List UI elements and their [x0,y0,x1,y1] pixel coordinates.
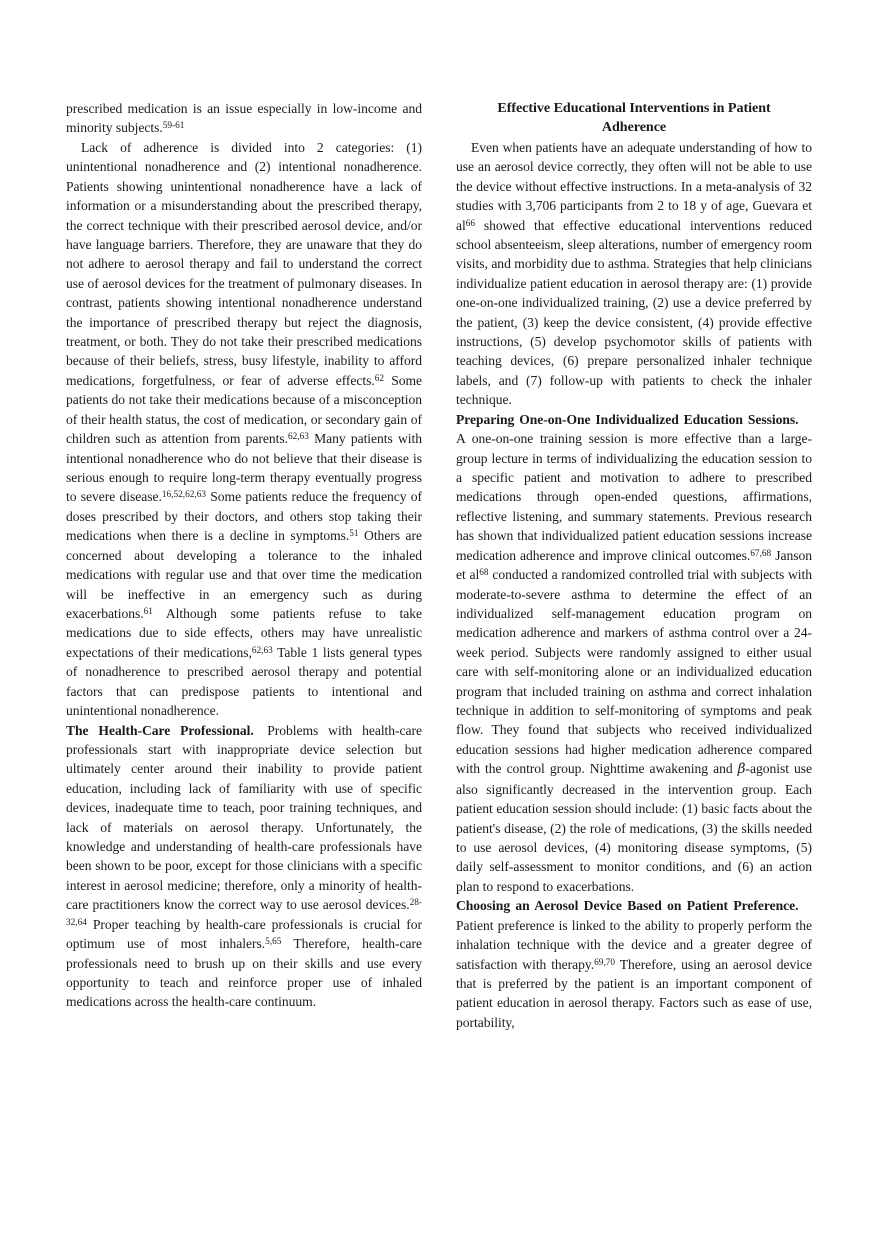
paragraph-text-run: Although some patients refuse to take medications due to side effects, others may have unrealistic expectations of their medications, [66,605,422,660]
reference-superscript: 66 [465,218,476,229]
paragraph-text-run: Table 1 lists general types of nonadherence to prescribed aerosol therapy and potential factors that can predispose patients to intentional and unintentional nonadherence. [66,644,423,719]
paragraph-even-when-patients [456,138,812,410]
two-column-text-body [66,99,812,1032]
reference-superscript: 62,63 [251,645,273,656]
paragraph-choosing-aerosol-device [456,896,812,1032]
paragraph-text-run: Patient preference is linked to the ability to properly perform the inhalation technique with the device and a greater degree of satisfaction with therapy. [456,917,812,972]
left-text-column [66,99,422,1032]
paragraph-preparing-one-on-one-sessions [456,410,812,897]
paragraph-text-run: conducted a randomized controlled trial with subjects with moderate-to-severe asthma to determine the effect of an individualized self-management education program on medication adherence and markers of asthma control over a 24-week period. Subjects were randomly assigned to either usual care with self-monitoring alone or an individualized education program that included training on asthma and correct inhalation technique in addition to self-monitoring of symptoms and peak flow. They found that subjects who received individualized education sessions had higher medication adherence compared with the control group. Nighttime awakening and [456,567,812,777]
reference-superscript: 59-61 [162,121,185,132]
paragraph-text-run: Therefore, using an aerosol device that is preferred by the patient is an important component of patient education in aerosol therapy. Factors such as ease of use, portability, [456,956,813,1030]
paragraph-text-run: Therefore, health-care professionals need to brush up on their skills and use every opportunity to teach and reinforce proper use of inhaled medications across the health-care continuum. [66,936,422,1010]
reference-superscript: 61 [143,607,153,618]
beta-symbol: β [737,761,746,778]
paragraph-text: prescribed medication is an issue especially in low-income and minority subjects. [66,101,422,136]
run-in-heading: The Health-Care Professional. [66,722,254,738]
run-in-heading: Preparing One-on-One Individualized Education Sessions. [456,411,799,427]
paragraph-text-run: Even when patients have an adequate understanding of how to use an aerosol device correctly, they often will not be able to use the device without effective instructions. In a meta-analysis of 32 studies with 3,706 participants from 2 to 18 y of age, Guevara et al [456,139,812,233]
reference-superscript: 69,70 [594,957,616,968]
paragraph-text-run: A one-on-one training session is more effective than a large-group lecture in terms of individualizing the education session to a specific patient and motivation to adhere to prescribed medications through open-ended questions, affirmations, reflective listening, and summary statements. Previous research has shown that individualized patient education sessions increase medication adherence and improve clinical outcomes. [456,431,812,563]
paragraph-text-run: Some patients do not take their medications because of a misconception of their health status, the cost of medication, or secondary gain of children such as attention from parents. [66,372,423,447]
paragraph-text-run: -agonist use also significantly decreased in the intervention group. Each patient education session should include: (1) basic facts about the patient's disease, (2) the role of medications, (3) the skills needed to use aerosol devices, (4) monitoring disease symptoms, (5) daily self-assessment to monitor conditions, and (6) an action plan to respond to exacerbations. [456,761,812,894]
reference-superscript: 67,68 [750,548,772,559]
paragraph-lack-of-adherence [66,138,422,721]
paragraph-text-run: Janson et al [456,547,812,583]
reference-superscript: 62 [374,374,385,385]
reference-superscript: 68 [479,568,489,579]
reference-superscript: 62,63 [287,432,309,443]
right-text-column [456,99,812,1032]
reference-superscript: 51 [349,529,359,540]
paragraph-text-run: Problems with health-care professionals start with inappropriate device selection but ultimately center around their inability to provide patient education, including lack of familiarity with use of specific devices, inadequate time to teach, poor training techniques, and lack of materials on aerosol therapy. Unfortunately, the knowledge and understanding of health-care professionals have been shown to be poor, except for those clinicians with a specific interest in aerosol medicine; therefore, only a minority of health-care practitioners know the correct way to use aerosol devices. [66,722,423,913]
paragraph-text-run: Some patients reduce the frequency of doses prescribed by their doctors, and others stop taking their medications when there is a decline in symptoms. [66,489,423,544]
paragraph-text-run: showed that effective educational interventions reduced school absenteeism, sleep alterations, number of emergency room visits, and morbidity due to asthma. Strategies that help clinicians individualize patient education in aerosol therapy are: (1) provide one-on-one individualized training, (2) use a device preferred by the patient, (3) keep the device consistent, (4) provide effective instructions, (5) develop psychomotor skills of patients with teaching devices, (6) prepare personalized inhaler technique labels, and (7) follow-up with patients to check the inhaler technique. [456,217,812,408]
reference-superscript: 5,65 [265,937,282,948]
paragraph-text-run: Proper teaching by health-care professionals is crucial for optimum use of most inhalers. [66,916,422,952]
section-heading: Effective Educational Interventions in Patient Adherence [497,100,771,136]
run-in-heading: Choosing an Aerosol Device Based on Patient Preference. [456,898,799,914]
paragraph-low-income-continuation [66,99,422,138]
paragraph-health-care-professional [66,721,422,1012]
paragraph-text-run: Others are concerned about developing a tolerance to the inhaled medications with regular use and that over time the medication will be ineffective in an emergency such as during exacerbations. [66,528,423,621]
reference-superscript: 16,52,62,63 [161,490,206,501]
paragraph-text-run: Many patients with intentional nonadherence who do not believe that their disease is serious enough to require long-term therapy eventually progress to severe disease. [66,431,422,505]
paragraph-text-run: Lack of adherence is divided into 2 categories: (1) unintentional nonadherence and (2) intentional nonadherence. Patients showing unintentional nonadherence have a lack of information or a misunderstanding about the prescribed therapy, the correct technique with their prescribed aerosol device, and/or have language barriers. Therefore, they are unaware that they do not adhere to aerosol therapy and fail to understand the correct use of aerosol devices for the treatment of pulmonary diseases. In contrast, patients showing intentional nonadherence understand the importance of prescribed therapy but reject the diagnosis, treatment, or both. They do not take their prescribed medications because of their beliefs, stress, busy lifestyle, inability to afford medications, forgetfulness, or fear of adverse effects. [66,139,422,388]
reference-superscript: 28-32,64 [66,898,422,928]
